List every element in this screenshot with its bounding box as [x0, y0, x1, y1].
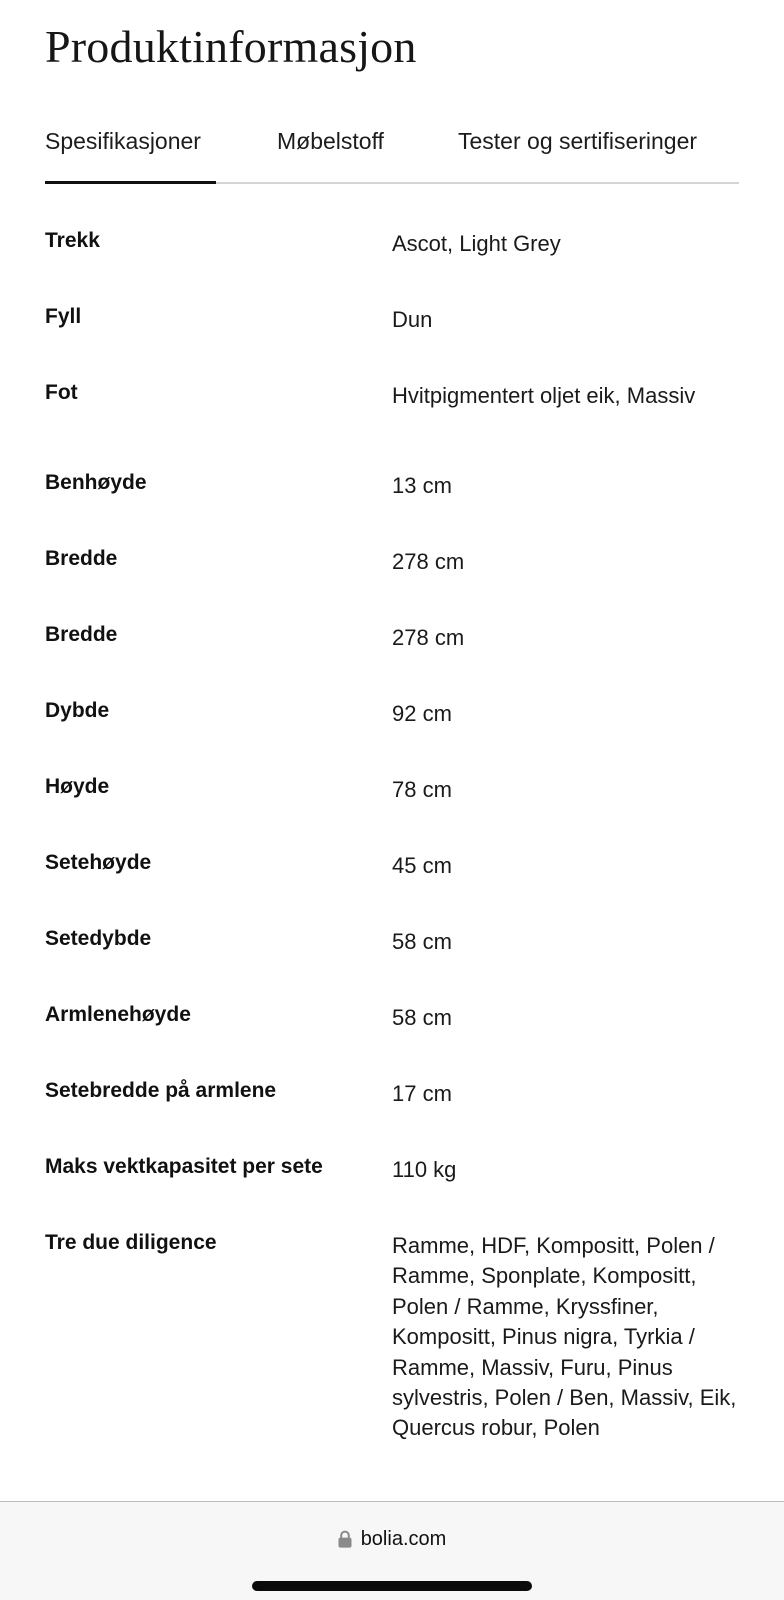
home-indicator[interactable]: [252, 1581, 532, 1591]
spec-value: Hvitpigmentert oljet eik, Massiv: [392, 383, 696, 408]
spec-key: Setebredde på armlene: [45, 1079, 277, 1102]
spec-row-tre-due-diligence: [45, 1215, 745, 1485]
spec-key: Fyll: [45, 305, 82, 328]
page-title: Produktinformasjon: [45, 21, 417, 72]
spec-key: Setehøyde: [45, 851, 152, 874]
spec-row-setedybde: [45, 911, 745, 987]
spec-row-benhoyde: [45, 455, 745, 531]
spec-row-trekk: [45, 213, 745, 289]
spec-key: Trekk: [45, 229, 100, 252]
spec-row-bredde: [45, 531, 745, 607]
spec-key: Bredde: [45, 547, 118, 570]
spec-key: Bredde: [45, 623, 118, 646]
spec-key: Maks vektkapasitet per sete: [45, 1155, 323, 1178]
tab-mobelstoff[interactable]: Møbelstoff: [277, 128, 384, 154]
tab-bar: [45, 128, 739, 184]
spec-row-hoyde: [45, 759, 745, 835]
spec-value: 45 cm: [392, 853, 452, 878]
lock-icon: [338, 1530, 352, 1548]
spec-key: Høyde: [45, 775, 110, 798]
spec-value: 110 kg: [392, 1157, 457, 1182]
spec-key: Fot: [45, 381, 78, 404]
spec-value: 13 cm: [392, 473, 452, 498]
spec-key: Benhøyde: [45, 471, 147, 494]
spec-row-armlenehoyde: [45, 987, 745, 1063]
spec-key: Tre due diligence: [45, 1231, 217, 1254]
browser-address-bar: [0, 1501, 784, 1600]
spec-key: Setedybde: [45, 927, 152, 950]
spec-value: 78 cm: [392, 777, 452, 802]
url-text: bolia.com: [360, 1527, 447, 1550]
spec-value: Dun: [392, 307, 433, 332]
spec-value: 58 cm: [392, 929, 452, 954]
spec-row-setehoyde: [45, 835, 745, 911]
tab-spesifikasjoner[interactable]: Spesifikasjoner: [45, 128, 201, 154]
spec-row-bredde: [45, 607, 745, 683]
spec-value: 278 cm: [392, 625, 465, 650]
spec-row-fyll: [45, 289, 745, 365]
active-tab-indicator: [45, 181, 216, 184]
spec-value: 92 cm: [392, 701, 452, 726]
spec-value: 17 cm: [392, 1081, 452, 1106]
spec-value: 278 cm: [392, 549, 465, 574]
spec-row-fot: [45, 365, 745, 455]
spec-value: 58 cm: [392, 1005, 452, 1030]
spec-row-setebredde-pa-armlene: [45, 1063, 745, 1139]
spec-row-maks-vektkapasitet: [45, 1139, 745, 1215]
spec-key: Armlenehøyde: [45, 1003, 191, 1026]
spec-key: Dybde: [45, 699, 110, 722]
url-field[interactable]: [0, 1524, 784, 1554]
tab-tester-og-sertifiseringer[interactable]: Tester og sertifiseringer: [458, 128, 698, 154]
spec-row-dybde: [45, 683, 745, 759]
spec-value: Ramme, HDF, Kompositt, Polen / Ramme, Sponplate, Kompositt, Polen / Ramme, Kryssfiner, Kompositt, Pinus nigra, Tyrkia / Ramme, Massiv, Furu, Pinus sylvestris, Polen / Ben, Massiv, Eik, Quercus robur, Polen: [392, 1233, 737, 1441]
spec-value: Ascot, Light Grey: [392, 231, 561, 256]
